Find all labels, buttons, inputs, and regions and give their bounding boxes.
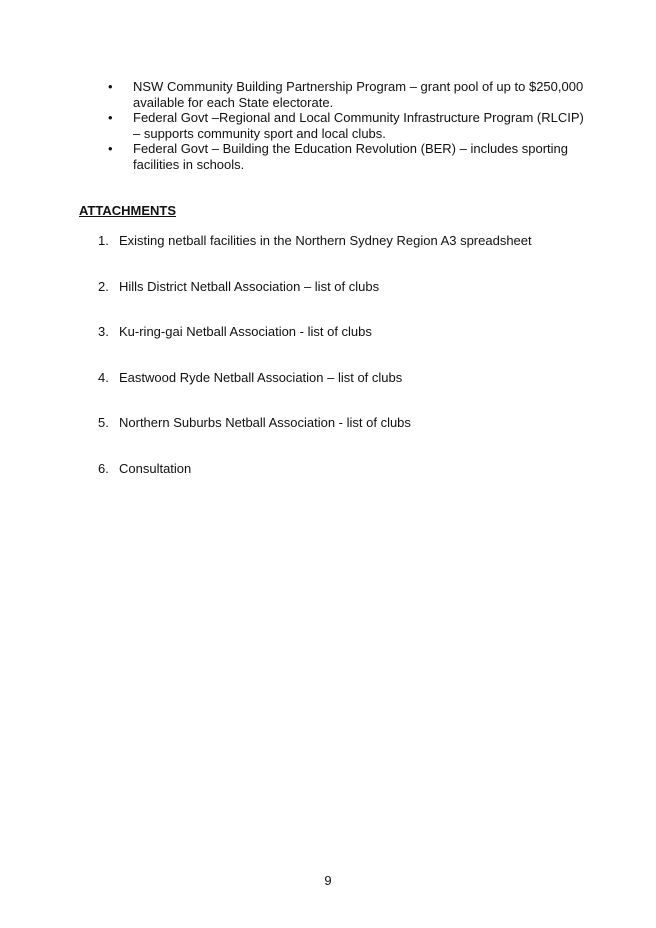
attachment-number: 3. <box>98 324 109 339</box>
page-number: 9 <box>324 873 332 888</box>
attachment-number: 5. <box>98 415 109 430</box>
attachment-number: 6. <box>98 461 109 476</box>
attachment-text: Existing netball facilities in the Northern Sydney Region A3 spreadsheet <box>119 233 532 248</box>
bullet-text: Federal Govt –Regional and Local Community Infrastructure Program (RLCIP) – supports community sport and local clubs. <box>133 110 584 141</box>
funding-bullet-list <box>0 79 656 172</box>
bullet-item <box>0 79 593 110</box>
attachment-text: Northern Suburbs Netball Association - list of clubs <box>119 415 411 430</box>
bullet-icon: • <box>108 141 113 156</box>
attachment-number: 4. <box>98 370 109 385</box>
attachments-heading: ATTACHMENTS <box>79 203 177 218</box>
bullet-text: NSW Community Building Partnership Program – grant pool of up to $250,000 available for each State electorate. <box>133 79 584 110</box>
bullet-item <box>0 141 593 172</box>
attachment-text: Ku-ring-gai Netball Association - list of clubs <box>119 324 372 339</box>
attachment-text: Eastwood Ryde Netball Association – list of clubs <box>119 370 403 385</box>
bullet-text: Federal Govt – Building the Education Revolution (BER) – includes sporting facilities in schools. <box>133 141 569 172</box>
attachment-text: Hills District Netball Association – list of clubs <box>119 279 380 294</box>
attachment-number: 2. <box>98 279 109 294</box>
bullet-item <box>0 110 593 141</box>
bullet-icon: • <box>108 79 113 94</box>
attachment-number: 1. <box>98 233 109 248</box>
attachment-text: Consultation <box>119 461 192 476</box>
bullet-icon: • <box>108 110 113 125</box>
